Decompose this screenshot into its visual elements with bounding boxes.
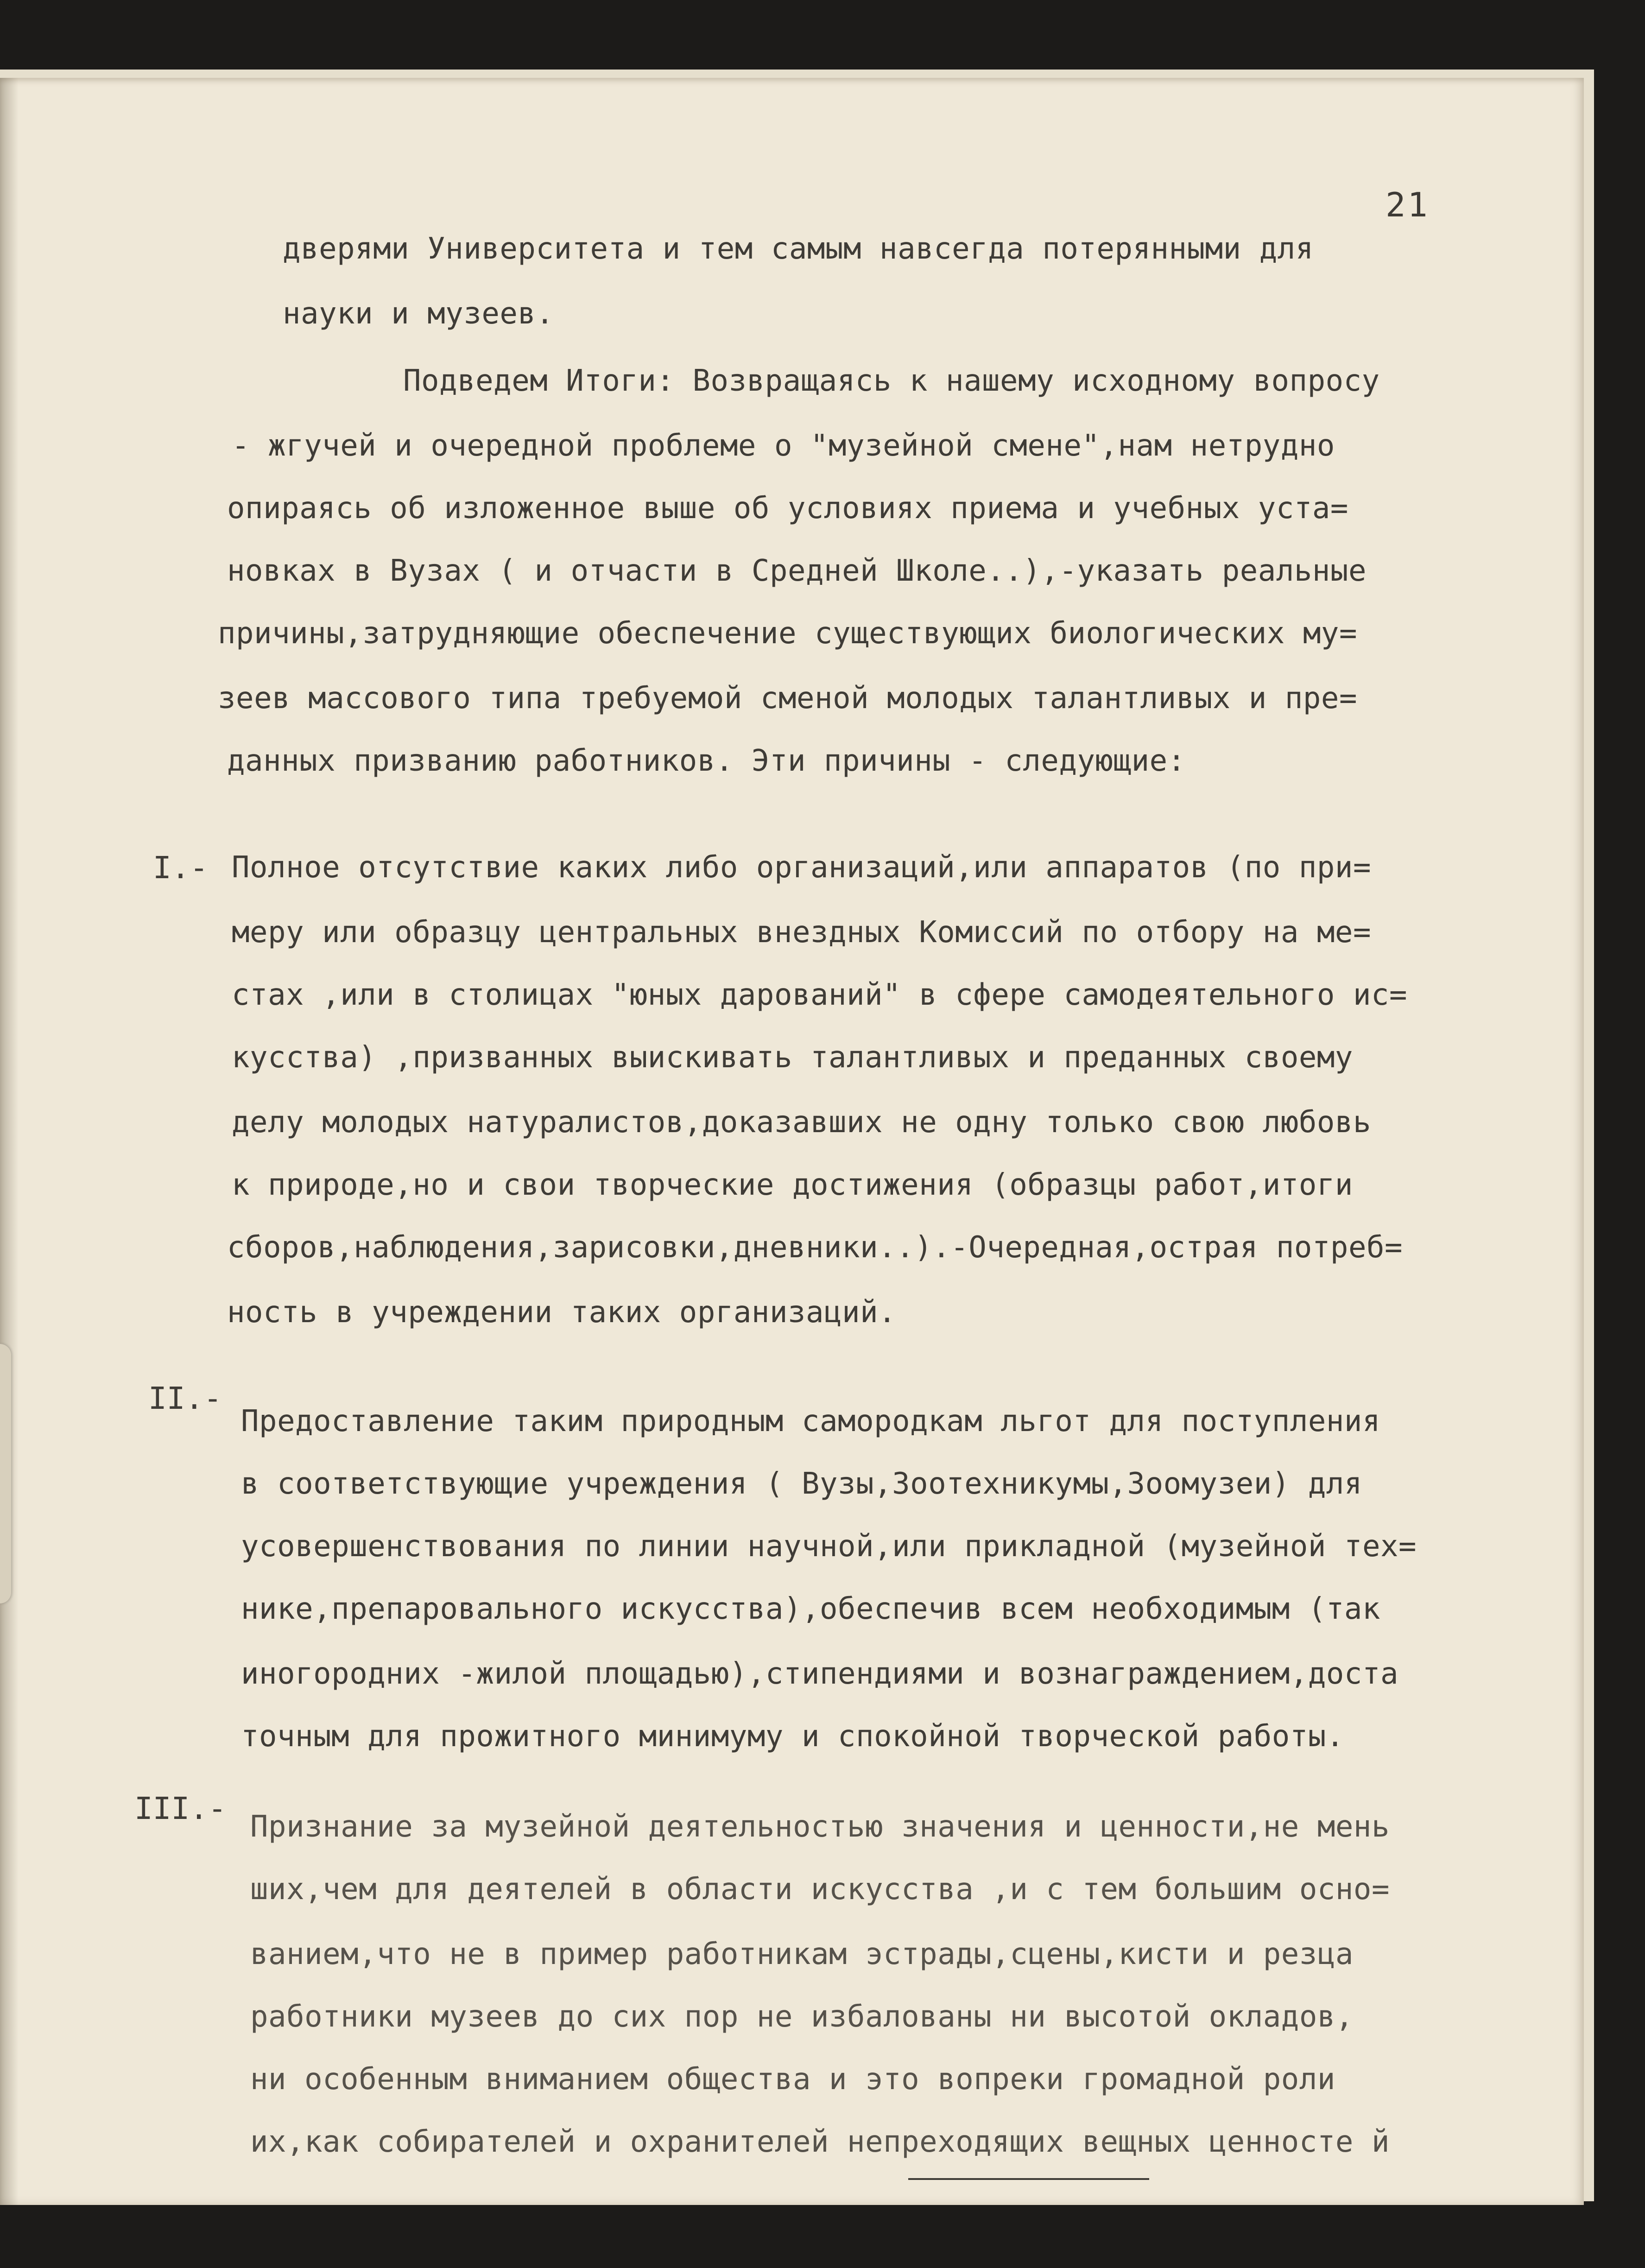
text-line: Подведем Итоги: Возвращаясь к нашему исходному вопросу	[403, 364, 1380, 398]
text-line: ших,чем для деятелей в области искусства ,и с тем большим осно=	[250, 1872, 1390, 1907]
text-line: ванием,что не в пример работникам эстрады,сцены,кисти и резца	[250, 1937, 1354, 1971]
text-line: иногородних -жилой площадью),стипендиями и вознаграждением,доста	[241, 1657, 1398, 1691]
text-line: усовершенствования по линии научной,или прикладной (музейной тех=	[241, 1529, 1417, 1564]
text-line: меру или образцу центральных внездных Комиссий по отбору на ме=	[232, 915, 1371, 950]
text-line: данных призванию работников. Эти причины - следующие:	[227, 744, 1186, 778]
text-line: науки и музеев.	[283, 297, 554, 331]
item-marker: I.-	[153, 850, 209, 886]
text-line: ни особенным вниманием общества и это вопреки громадной роли	[250, 2062, 1335, 2097]
text-line: работники музеев до сих пор не избалованы ни высотой окладов,	[250, 2000, 1354, 2034]
text-line: делу молодых натуралистов,доказавших не одну только свою любовь	[232, 1105, 1371, 1140]
text-line: Предоставление таким природным самородкам льгот для поступления	[241, 1404, 1380, 1438]
text-line: Полное отсутствие каких либо организаций,или аппаратов (по при=	[232, 850, 1371, 885]
text-line: дверями Университета и тем самым навсегда потерянными для	[283, 232, 1314, 266]
text-line: нике,препаровального искусства),обеспечив всем необходимым (так	[241, 1592, 1380, 1626]
item-marker: II.-	[148, 1381, 222, 1416]
text-line: новках в Вузах ( и отчасти в Средней Школе..),-указать реальные	[227, 554, 1367, 588]
emphasis-underline	[908, 2178, 1149, 2180]
text-line: в соответствующие учреждения ( Вузы,Зоотехникумы,Зоомузеи) для	[241, 1467, 1362, 1501]
text-line: стах ,или в столицах "юных дарований" в сфере самодеятельного ис=	[232, 978, 1408, 1012]
text-line: - жгучей и очередной проблеме о "музейной смене",нам нетрудно	[232, 429, 1335, 463]
text-line: их,как собирателей и охранителей непреходящих вещных ценносте й	[250, 2125, 1390, 2159]
text-line: кусства) ,призванных выискивать талантливых и преданных своему	[232, 1040, 1353, 1075]
text-line: причины,затрудняющие обеспечение существующих биологических му=	[218, 616, 1357, 651]
text-line: к природе,но и свои творческие достижения (образцы работ,итоги	[232, 1168, 1353, 1202]
binding-tab	[0, 1344, 11, 1603]
binding-shadow	[0, 78, 19, 2205]
text-line: сборов,наблюдения,зарисовки,дневники..).-Очередная,острая потреб=	[227, 1230, 1403, 1265]
page-number: 21	[1386, 185, 1430, 224]
text-line: опираясь об изложенное выше об условиях приема и учебных уста=	[227, 491, 1348, 526]
text-line: ность в учреждении таких организаций.	[227, 1295, 897, 1330]
text-line: точным для прожитного минимуму и спокойной творческой работы.	[241, 1719, 1344, 1754]
text-line: зеев массового типа требуемой сменой молодых талантливых и пре=	[218, 681, 1357, 716]
text-line: Признание за музейной деятельностью значения и ценности,не мень	[250, 1810, 1390, 1844]
item-marker: III.-	[134, 1791, 227, 1826]
